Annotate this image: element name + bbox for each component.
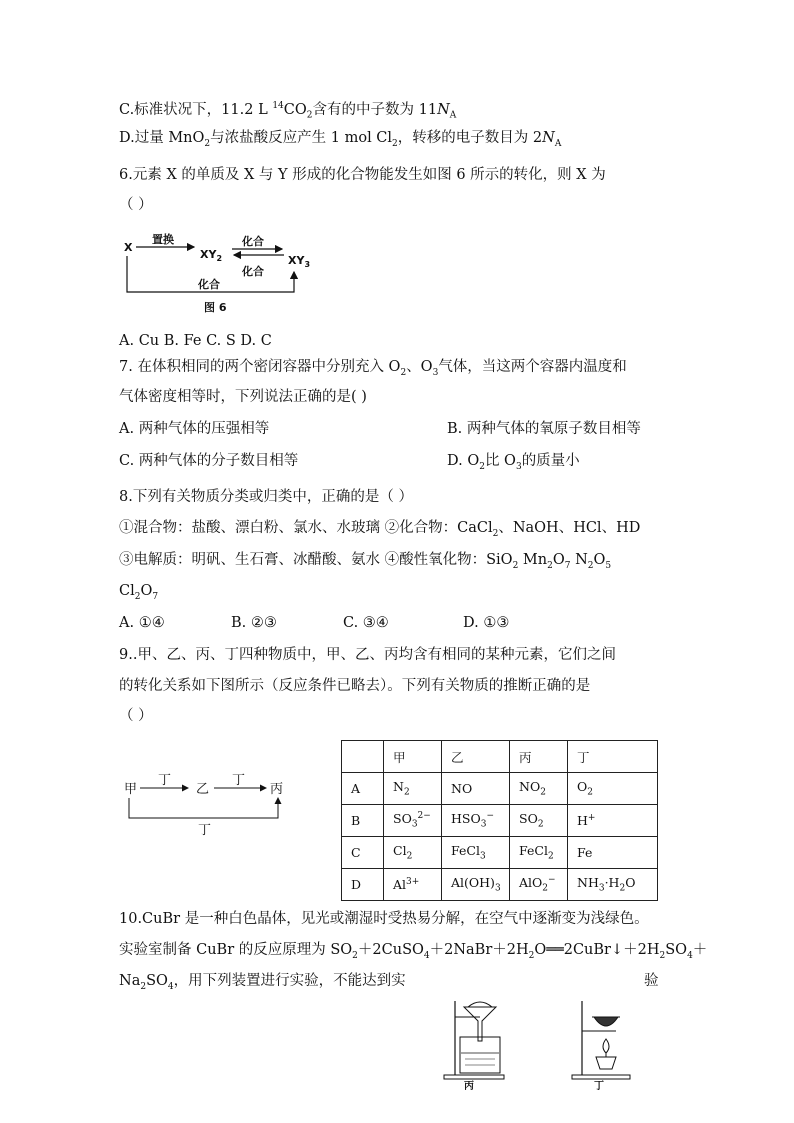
table-row (342, 869, 658, 901)
q9-fig-jia: 甲 (124, 782, 138, 797)
q10-label-bing: 丙 (464, 1081, 474, 1090)
table-header-cell: 丁 (568, 741, 658, 773)
table-cell: $Cl_2$ (384, 837, 442, 869)
table-cell: $N_2$ (384, 773, 442, 805)
table-cell: $O_2$ (568, 773, 658, 805)
q6-stem-line1: 6.元素 X 的单质及 X 与 Y 形成的化合物能发生如图 6 所示的转化，则 X 为 (119, 167, 606, 183)
q6-fig-xy2: $XY_2$ (200, 248, 223, 263)
q9-table (341, 740, 658, 901)
table-cell: $SO_3^{2-}$ (384, 805, 442, 837)
table-header-row (342, 741, 658, 773)
q6-fig-arrow3: 化合 (242, 265, 264, 278)
q6-fig-caption: 图 6 (204, 301, 227, 314)
q9-fig-bing: 丙 (270, 782, 284, 797)
table-cell: C (342, 837, 384, 869)
q7-stem-line2: 气体密度相等时，下列说法正确的是( ) (119, 389, 367, 405)
q10-label-ding: 丁 (594, 1081, 604, 1090)
q6-options: A. Cu B. Fe C. S D. C (119, 333, 272, 349)
table-cell: H+ (568, 805, 658, 837)
q8-line2: ③电解质：明矾、生石膏、冰醋酸、氨水 ④酸性氧化物：SiO$_2$ $Mn_2O_7$ $N_2O_5$ (119, 552, 612, 571)
q7-option-b: B. 两种气体的氧原子数目相等 (447, 421, 641, 437)
table-row (342, 773, 658, 805)
q6-fig-arrow4: 化合 (198, 278, 220, 291)
table-cell: Fe (568, 837, 658, 869)
q9-fig-ding3: 丁 (198, 823, 212, 838)
table-cell: $NO_2$ (510, 773, 568, 805)
q10-apparatus-ding (570, 995, 640, 1090)
table-cell: $Al(OH)_3$ (442, 869, 510, 901)
table-cell: B (342, 805, 384, 837)
q6-fig-xy3: $XY_3$ (288, 254, 311, 269)
table-cell: $Al^{3+}$ (384, 869, 442, 901)
table-cell: AlO$_2$− (510, 869, 568, 901)
table-header-cell: 乙 (442, 741, 510, 773)
q9-stem-line3: （ ） (119, 708, 153, 724)
q10-line3-end: 验 (644, 973, 659, 989)
q8-stem: 8.下列有关物质分类或归类中，正确的是（ ） (119, 489, 413, 505)
q8-option-a: A. ①④ (119, 615, 165, 631)
q5-option-d: D.过量 MnO$_2$与浓盐酸反应产生 1 mol $Cl_2$，转移的电子数目为 $2N_A$ (119, 130, 562, 149)
q6-fig-arrow2: 化合 (242, 235, 264, 248)
table-row (342, 837, 658, 869)
q9-stem-line2: 的转化关系如下图所示（反应条件已略去）。下列有关物质的推断正确的是 (119, 678, 591, 694)
q10-apparatus-bing (440, 995, 510, 1090)
q9-fig-ding1: 丁 (158, 773, 172, 788)
q10-line2: 实验室制备 CuBr 的反应原理为 $SO_2+2CuSO_4+2NaBr+2H_2O══2CuBr↓+2H_2SO_4+$ (119, 942, 708, 961)
table-cell: $NH_3\cdot H_2O$ (568, 869, 658, 901)
table-row (342, 805, 658, 837)
q7-option-d: D. $O_2$比 $O_3$的质量小 (447, 453, 580, 472)
table-cell: $HSO_3^-$ (442, 805, 510, 837)
table-header-cell (342, 741, 384, 773)
q10-line1: 10.CuBr 是一种白色晶体，见光或潮湿时受热易分解，在空气中逐渐变为浅绿色。 (119, 911, 649, 927)
table-cell: FeCl$_3$ (442, 837, 510, 869)
table-cell: D (342, 869, 384, 901)
q10-line3: $Na_2SO_4$，用下列装置进行实验，不能达到实 (119, 973, 406, 992)
table-header-cell: 甲 (384, 741, 442, 773)
q9-figure (122, 762, 297, 840)
q6-stem-line2: （ ） (119, 197, 153, 213)
q8-line1: ①混合物：盐酸、漂白粉、氯水、水玻璃 ②化合物：CaCl$_2$、NaOH、HCl、HD (119, 520, 641, 539)
table-cell: $SO_2$ (510, 805, 568, 837)
q9-fig-yi: 乙 (196, 782, 210, 797)
q6-fig-arrow1: 置换 (152, 233, 174, 246)
q7-stem-line1: 7. 在体积相同的两个密闭容器中分别充入 $O_2$、$O_3$气体，当这两个容器内温度和 (119, 359, 627, 378)
q7-option-a: A. 两种气体的压强相等 (119, 421, 270, 437)
table-cell: FeCl$_2$ (510, 837, 568, 869)
q8-option-c: C. ③④ (343, 615, 389, 631)
q8-line3: $Cl_2O_7$ (119, 583, 159, 602)
table-cell: A (342, 773, 384, 805)
q5-option-c: C.标准状况下，11.2 L $^{14}CO_2$含有的中子数为 $11N_A$ (119, 101, 457, 121)
q7-option-c: C. 两种气体的分子数目相等 (119, 453, 299, 469)
q8-option-b: B. ②③ (231, 615, 277, 631)
q9-fig-ding2: 丁 (232, 773, 246, 788)
q6-figure (118, 228, 328, 320)
q8-option-d: D. ①③ (463, 615, 510, 631)
table-header-cell: 丙 (510, 741, 568, 773)
table-cell: NO (442, 773, 510, 805)
q6-fig-x: X (124, 241, 133, 254)
q9-stem-line1: 9..甲、乙、丙、丁四种物质中，甲、乙、丙均含有相同的某种元素，它们之间 (119, 647, 616, 663)
q9-arrow-3 (129, 798, 278, 818)
